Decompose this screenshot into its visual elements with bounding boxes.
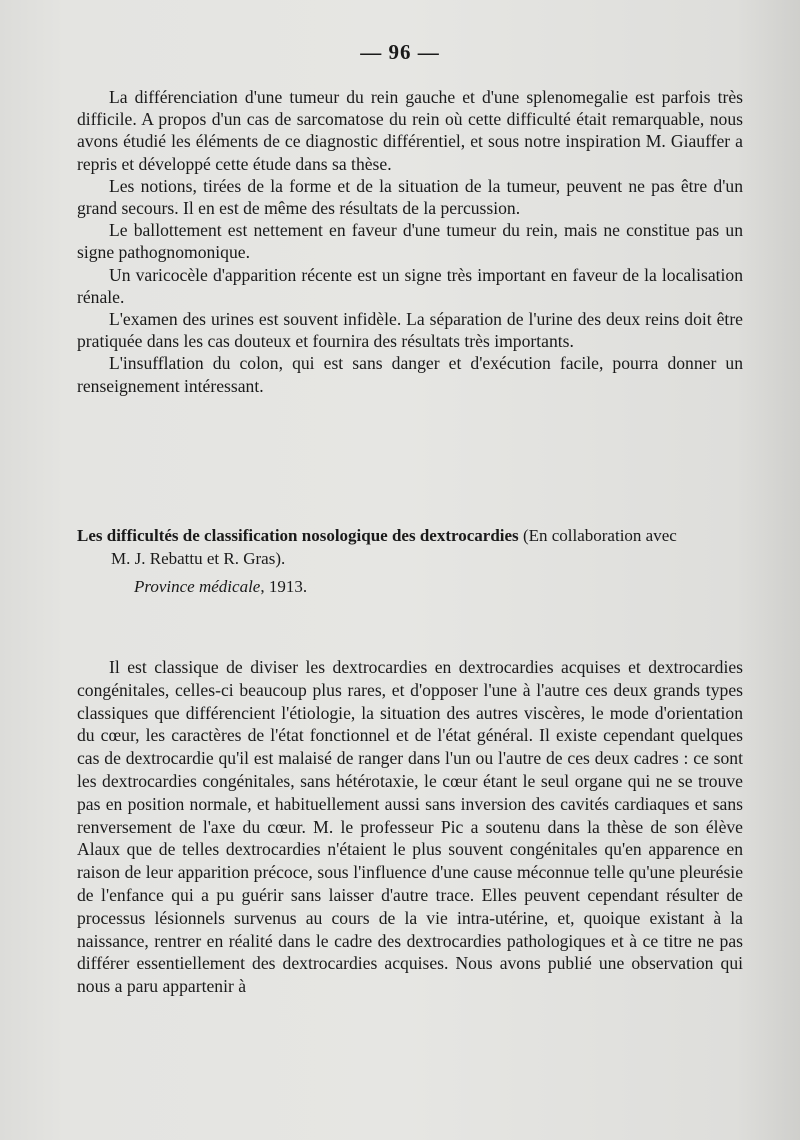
paragraph: Un varicocèle d'apparition récente est un signe très important en faveur de la localisation rénale.: [77, 264, 743, 307]
paragraph: Il est classique de diviser les dextrocardies en dextrocardies acquises et dextrocardies congénitales, celles-ci beaucoup plus rares, et d'opposer l'une à l'autre ces deux grands types classiques que différencient l'étiologie, la situation des autres viscères, le mode d'orientation du cœur, les caractères de l'état fonctionnel et de l'état général. Il existe cependant quelques cas de dextrocardie qu'il est malaisé de ranger dans l'un ou l'autre de ces deux cadres : ce sont les dextrocardies congénitales, sans hétérotaxie, le cœur étant le seul organe qui ne se trouve pas en position normale, et habituellement aussi sans inversion des cavités cardiaques et sans renversement de l'axe du cœur. M. le professeur Pic a soutenu dans la thèse de son élève Alaux que de telles dextrocardies n'étaient le plus souvent congénitales qu'en apparence en raison de leur apparition précoce, sous l'influence d'une cause méconnue telle qu'une pleurésie de l'enfance qui a pu guérir sans laisser d'autre trace. Elles peuvent cependant résulter de processus lésionnels survenus au cours de la vie intra-utérine, et, quoique existant à la naissance, rentrer en réalité dans le cadre des dextrocardies pathologiques et à ce titre ne pas différer essentiellement des dextrocardies acquises. Nous avons publié une observation qui nous a paru appartenir à: [77, 657, 743, 997]
paragraph: L'insufflation du colon, qui est sans danger et d'exécution facile, pourra donner un renseignement intéressant.: [77, 353, 743, 396]
journal-name: Province médicale: [134, 577, 261, 596]
journal-year: , 1913.: [260, 577, 308, 596]
section-renal-tumor: [77, 86, 743, 397]
section-dextrocardia: [77, 656, 743, 998]
journal-citation: [77, 576, 747, 599]
article-title: Les difficultés de classification nosologique des dextrocardies: [77, 526, 519, 545]
paragraph: Le ballottement est nettement en faveur d'une tumeur du rein, mais ne constitue pas un signe pathognomonique.: [77, 220, 743, 263]
page-number: — 96 —: [360, 40, 440, 64]
collaboration-prefix: (En collaboration avec: [518, 526, 677, 545]
paragraph: Les notions, tirées de la forme et de la situation de la tumeur, peuvent ne pas être d'un grand secours. Il en est de même des résultats de la percussion.: [77, 175, 743, 219]
article-heading: [77, 525, 747, 599]
paragraph: La différenciation d'une tumeur du rein gauche et d'une splenomegalie est parfois très difficile. A propos d'un cas de sarcomatose du rein où cette difficulté était remarquable, nous avons étudié les éléments de ce diagnostic différentiel, et sous notre inspiration M. Giauffer a repris et développé cette étude dans sa thèse.: [77, 87, 743, 174]
collaboration-names: M. J. Rebattu et R. Gras).: [111, 548, 286, 568]
paragraph: L'examen des urines est souvent infidèle. La séparation de l'urine des deux reins doit être pratiquée dans les cas douteux et fournira des résultats très importants.: [77, 309, 743, 352]
